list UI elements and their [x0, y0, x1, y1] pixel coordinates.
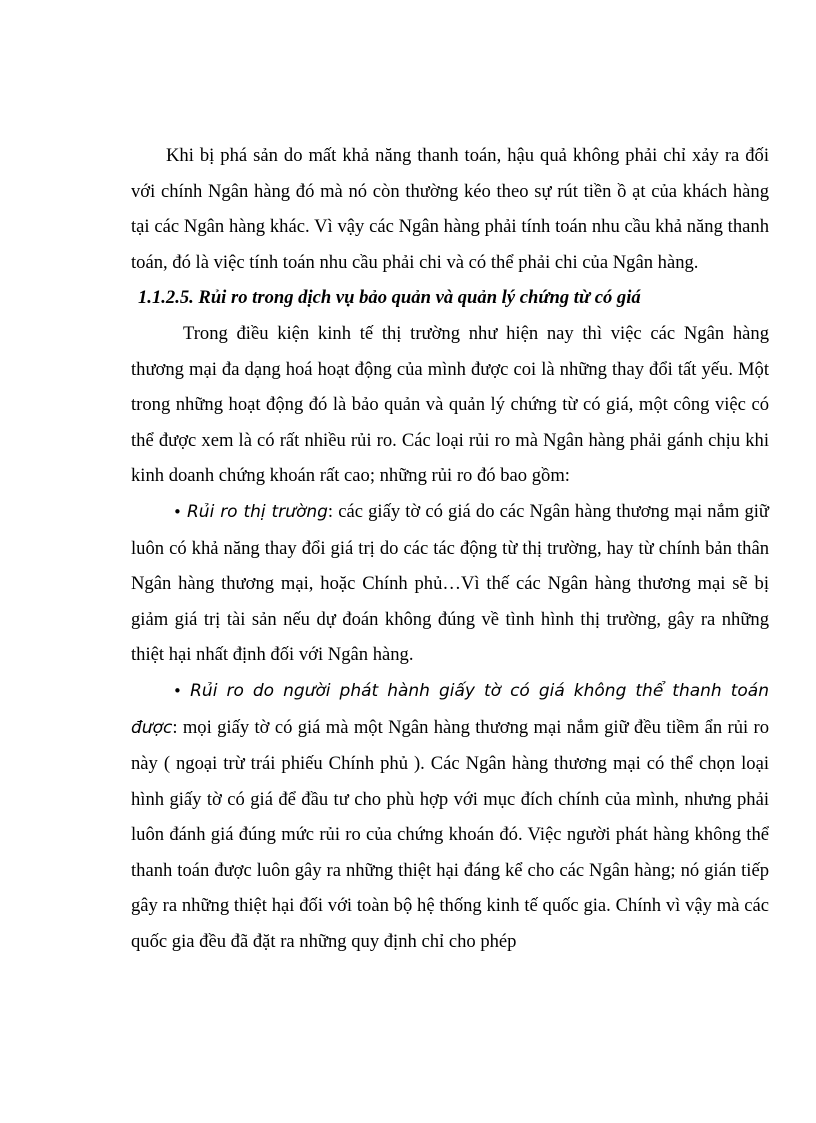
bullet-lead-term: Rủi ro thị trường — [187, 501, 328, 522]
paragraph-liquidity: Khi bị phá sản do mất khả năng thanh toán, hậu quả không phải chỉ xảy ra đối với chính Ngân hàng đó mà nó còn thường kéo theo sự rút tiền ồ ạt của khách hàng tại các Ngân hàng khác. Vì vậy các Ngân hàng phải tính toán nhu cầu khả năng thanh toán, đó là việc tính toán nhu cầu phải chi và có thể phải chi của Ngân hàng. — [131, 145, 769, 273]
paragraph-intro: Trong điều kiện kinh tế thị trường như hiện nay thì việc các Ngân hàng thương mại đa dạng hoá hoạt động của mình được coi là những thay đổi tất yếu. Một trong những hoạt động đó là bảo quản và quản lý chứng từ có giá, một công việc có thể được xem là có rất nhiều rủi ro. Các loại rủi ro mà Ngân hàng phải gánh chịu khi kinh doanh chứng khoán rất cao; những rủi ro đó bao gồm: — [131, 322, 769, 487]
bullet-text: : mọi giấy tờ có giá mà một Ngân hàng thương mại nắm giữ đều tiềm ẩn rủi ro này ( ngoại trừ trái phiếu Chính phủ ). Các Ngân hàng thương mại có thể chọn loại hình giấy tờ có giá để đầu tư cho phù hợp với mục đích chính của mình, nhưng phải luôn đánh giá đúng mức rủi ro của chứng khoán đó. Việc người phát hàng không thể thanh toán được luôn gây ra những thiệt hại đáng kể cho các Ngân hàng; nó gián tiếp gây ra những thiệt hại đối với toàn bộ hệ thống kinh tế quốc gia. Chính vì vậy mà các quốc gia đều đã đặt ra những quy định chỉ cho phép — [131, 716, 769, 953]
section-heading: 1.1.2.5. Rủi ro trong dịch vụ bảo quản và quản lý chứng từ có giá — [138, 287, 641, 309]
bullet-lead-term: Rủi ro do người phát hành giấy tờ có giá không thể thanh toán được — [131, 680, 769, 738]
bullet-issuer-risk — [131, 673, 769, 960]
bullet-text: : các giấy tờ có giá do các Ngân hàng thương mại nắm giữ luôn có khả năng thay đổi giá trị do các tác động từ thị trường, hay từ chính bản thân Ngân hàng thương mại, hoặc Chính phủ…Vì thế các Ngân hàng thương mại sẽ bị giảm giá trị tài sản nếu dự đoán không đúng về tình hình thị trường, gây ra những thiệt hại nhất định đối với Ngân hàng. — [131, 500, 769, 666]
bullet-marker: • — [173, 502, 182, 521]
document-body — [131, 138, 769, 960]
bullet-market-risk — [131, 494, 769, 673]
bullet-marker: • — [173, 681, 182, 700]
